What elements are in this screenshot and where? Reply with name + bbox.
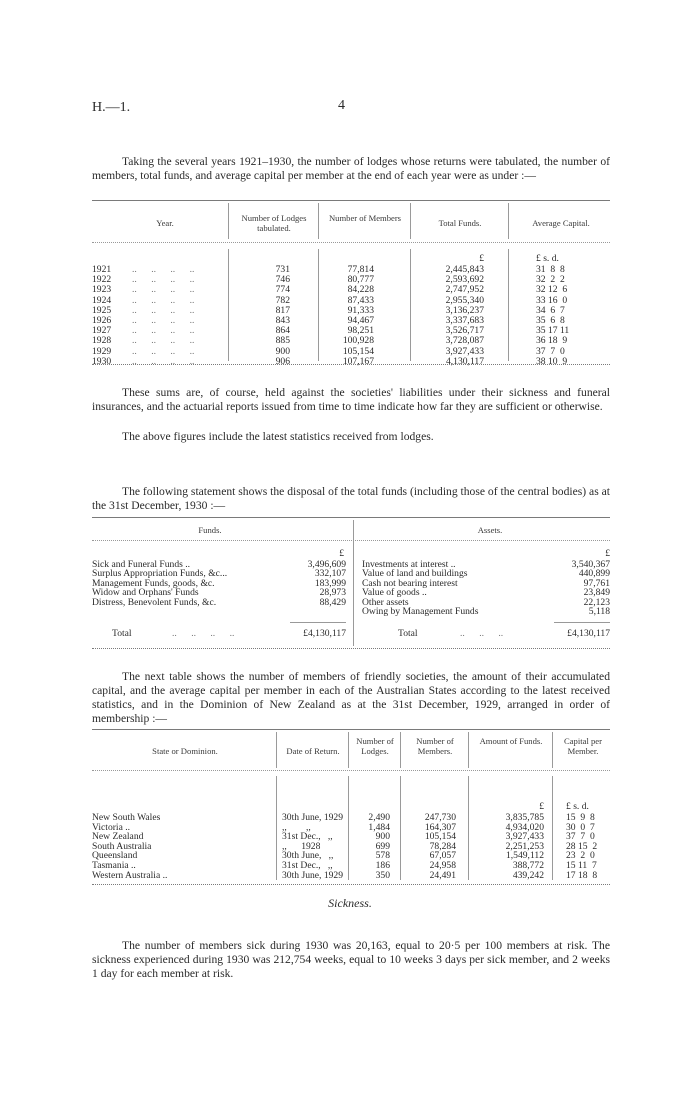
members-cell: 78,284	[429, 840, 456, 852]
funds-cell: 388,772	[512, 860, 544, 871]
assets-unit: £	[605, 548, 610, 559]
members-cell: 107,167	[342, 355, 374, 367]
funds-unit: £	[479, 253, 484, 264]
column-divider	[348, 732, 349, 768]
table-rule	[92, 364, 610, 365]
funds-cell: 2,593,692	[445, 274, 484, 286]
capital-cell: 15 11 7	[566, 860, 597, 871]
units-row	[0, 801, 700, 812]
lodges-cell: 699	[375, 840, 390, 852]
column-divider	[468, 732, 469, 768]
col-header-state: State or Dominion.	[152, 746, 218, 756]
lodges-cell: 843	[275, 315, 290, 326]
year-cell: 1926	[92, 315, 112, 326]
lodges-cell: 2,490	[368, 812, 390, 823]
report-reference: H.—1.	[92, 100, 131, 115]
members-cell: 24,491	[429, 869, 456, 881]
members-cell: 164,307	[424, 821, 456, 833]
funds-total: £4,130,117	[303, 628, 346, 639]
table-rule	[92, 648, 610, 649]
totals-row	[0, 628, 700, 639]
column-divider	[508, 203, 509, 239]
leader-dots: .. .. .. ..	[132, 284, 195, 296]
year-cell: 1925	[92, 304, 112, 316]
asset-label: Other assets	[362, 596, 409, 608]
asset-value: 5,118	[588, 606, 610, 617]
lodges-cell: 1,484	[368, 821, 390, 833]
capital-cell: 15 9 8	[566, 812, 595, 823]
average-cell: 33 16 0	[536, 294, 568, 306]
lodges-cell: 900	[375, 831, 390, 843]
sickness-paragraph: The number of members sick during 1930 was 20,163, equal to 20·5 per 100 members at risk. The sickness experienced during 1930 was 212,754 weeks, equal to 10 weeks 3 days per sick member, and 2 weeks 1 day for each member at risk.	[92, 939, 610, 980]
funds-cell: 3,526,717	[445, 325, 484, 337]
asset-label: Cash not bearing interest	[362, 577, 458, 589]
date-cell: 30th June, ,,	[282, 850, 334, 862]
funds-cell: 1,549,112	[505, 850, 544, 862]
fund-label: Sick and Funeral Funds ..	[92, 559, 191, 570]
members-cell: 98,251	[347, 325, 374, 337]
date-cell: 30th June, 1929	[282, 812, 344, 823]
col-header-assets: Assets.	[477, 525, 503, 535]
average-cell: 38 10 9	[536, 355, 568, 367]
funds-cell: 2,955,340	[445, 294, 484, 306]
table-rule	[92, 729, 610, 730]
average-cell: 32 2 2	[536, 274, 565, 286]
assets-total-label: Total	[398, 628, 418, 639]
year-cell: 1922	[92, 274, 112, 286]
asset-row	[0, 606, 700, 617]
disposal-paragraph: The following statement shows the disposal of the total funds (including those of the central bodies) as at the 31st December, 1930 :—	[92, 485, 610, 512]
capital-cell: 30 0 7	[566, 821, 595, 833]
column-divider	[552, 732, 553, 768]
states-paragraph: The next table shows the number of members of friendly societies, the amount of their accumulated capital, and the average capital per member in each of the Australian States according to the latest received statistics, and in the Dominion of New Zealand as at the 31st December, 1929, arranged in order of membership :—	[92, 670, 610, 725]
year-cell: 1928	[92, 335, 112, 347]
table-rule	[92, 200, 610, 201]
average-cell: 32 12 6	[536, 284, 568, 296]
leader-dots: .. .. .. ..	[132, 304, 195, 316]
funds-cell: 3,927,433	[505, 831, 544, 843]
funds-unit: £	[339, 548, 344, 559]
liabilities-paragraph: These sums are, of course, held against the societies' liabilities under their sickness and funeral insurances, and the actuarial reports issued from time to time indicate how far they are sufficient or otherwise.	[92, 386, 610, 413]
lodges-cell: 885	[275, 335, 290, 347]
year-cell: 1929	[92, 345, 112, 357]
leader-dots: .. .. .. ..	[132, 345, 195, 357]
average-cell: 31 8 8	[536, 264, 565, 275]
lodges-cell: 864	[275, 325, 290, 337]
year-cell: 1930	[92, 355, 112, 367]
state-cell: New South Wales	[92, 812, 161, 823]
members-cell: 91,333	[347, 304, 374, 316]
funds-cell: 4,934,020	[505, 821, 544, 833]
table-rule	[92, 884, 610, 885]
year-cell: 1921	[92, 264, 112, 275]
sum-rule	[554, 622, 610, 623]
average-cell: 35 6 8	[536, 315, 565, 326]
average-cell: 37 7 0	[536, 345, 565, 357]
lodges-cell: 746	[275, 274, 290, 286]
section-heading-sickness: Sickness.	[328, 896, 372, 910]
state-cell: South Australia	[92, 840, 152, 852]
capital-cell: 28 15 2	[566, 840, 598, 852]
fund-value: 183,999	[314, 577, 346, 589]
funds-cell: 4,130,117	[445, 355, 484, 367]
capital-cell: 17 18 8	[566, 869, 598, 881]
asset-label: Owing by Management Funds	[362, 606, 479, 617]
column-divider	[400, 732, 401, 768]
fund-value: 88,429	[319, 596, 346, 608]
asset-label: Value of goods ..	[362, 587, 427, 599]
page-number: 4	[338, 98, 345, 113]
intro-paragraph: Taking the several years 1921–1930, the number of lodges whose returns were tabulated, the number of members, total funds, and average capital per member at the end of each year were as under :—	[92, 155, 610, 182]
sum-rule	[290, 622, 346, 623]
leader-dots: .. .. .. ..	[132, 325, 195, 337]
assets-total: £4,130,117	[567, 628, 610, 639]
table-rule	[92, 517, 610, 518]
members-cell: 84,228	[347, 284, 374, 296]
fund-label: Distress, Benevolent Funds, &c.	[92, 596, 217, 608]
fund-label: Management Funds, goods, &c.	[92, 577, 215, 589]
capital-unit: £ s. d.	[566, 801, 589, 812]
leader-dots: .. .. ..	[460, 628, 504, 639]
state-cell: Victoria ..	[92, 821, 131, 833]
leader-dots: .. .. .. ..	[132, 315, 195, 326]
average-cell: 36 18 9	[536, 335, 568, 347]
capital-cell: 37 7 0	[566, 831, 595, 843]
asset-value: 97,761	[583, 577, 610, 589]
lodges-cell: 900	[275, 345, 290, 357]
funds-unit: £	[539, 801, 544, 812]
year-cell: 1923	[92, 284, 112, 296]
year-cell: 1927	[92, 325, 112, 337]
members-cell: 77,814	[347, 264, 374, 275]
state-cell: Queensland	[92, 850, 138, 862]
lodges-cell: 578	[375, 850, 390, 862]
fund-value: 332,107	[314, 568, 346, 580]
leader-dots: .. .. .. ..	[172, 628, 235, 639]
leader-dots: .. .. .. ..	[132, 294, 195, 306]
asset-label: Investments at interest ..	[362, 559, 456, 570]
date-cell: 31st Dec., ,,	[282, 860, 333, 871]
funds-cell: 439,242	[512, 869, 544, 881]
fund-value: 28,973	[319, 587, 346, 599]
fund-value: 3,496,609	[307, 559, 346, 570]
lodges-cell: 782	[275, 294, 290, 306]
col-header-capital: Capital per Member.	[564, 736, 602, 756]
table-row	[0, 870, 700, 881]
members-cell: 105,154	[424, 831, 456, 843]
col-header-lodges: Number of Lodges.	[356, 736, 394, 756]
date-cell: 31st Dec., ,,	[282, 831, 333, 843]
table-rule	[92, 242, 610, 243]
leader-dots: .. .. .. ..	[132, 274, 195, 286]
col-header-funds: Total Funds.	[438, 218, 482, 228]
col-header-lodges: Number of Lodges tabulated.	[241, 213, 307, 233]
column-divider	[410, 203, 411, 239]
members-cell: 247,730	[424, 812, 456, 823]
leader-dots: .. .. .. ..	[132, 355, 195, 367]
lodges-cell: 731	[275, 264, 290, 275]
funds-cell: 2,747,952	[445, 284, 484, 296]
lodges-cell: 774	[275, 284, 290, 296]
lodges-cell: 817	[275, 304, 290, 316]
funds-cell: 3,136,237	[445, 304, 484, 316]
units-row	[0, 253, 700, 264]
asset-value: 22,123	[583, 596, 610, 608]
column-divider	[228, 203, 229, 239]
asset-value: 23,849	[583, 587, 610, 599]
statistics-note: The above figures include the latest statistics received from lodges.	[122, 430, 434, 443]
leader-dots: .. .. .. ..	[132, 264, 195, 275]
funds-cell: 3,728,087	[445, 335, 484, 347]
members-cell: 105,154	[342, 345, 374, 357]
col-header-average: Average Capital.	[532, 218, 590, 228]
table-rule	[92, 770, 610, 771]
avg-unit: £ s. d.	[536, 253, 559, 264]
members-cell: 87,433	[347, 294, 374, 306]
fund-label: Surplus Appropriation Funds, &c...	[92, 568, 228, 580]
members-cell: 94,467	[347, 315, 374, 326]
funds-cell: 3,927,433	[445, 345, 484, 357]
members-cell: 24,958	[429, 860, 456, 871]
asset-value: 3,540,367	[571, 559, 610, 570]
col-header-date: Date of Return.	[286, 746, 340, 756]
funds-cell: 2,251,253	[505, 840, 544, 852]
members-cell: 67,057	[429, 850, 456, 862]
table-row	[0, 356, 700, 367]
units-row	[0, 548, 700, 559]
col-header-funds: Funds.	[198, 525, 222, 535]
funds-cell: 2,445,843	[445, 264, 484, 275]
funds-total-label: Total	[112, 628, 132, 639]
col-header-funds: Amount of Funds.	[479, 736, 543, 746]
col-header-members: Number of Members	[328, 213, 402, 223]
members-cell: 80,777	[347, 274, 374, 286]
members-cell: 100,928	[342, 335, 374, 347]
capital-cell: 23 2 0	[566, 850, 595, 862]
fund-label: Widow and Orphans' Funds	[92, 587, 199, 599]
col-header-members: Number of Members.	[416, 736, 454, 756]
column-divider	[318, 203, 319, 239]
asset-label: Value of land and buildings	[362, 568, 468, 580]
lodges-cell: 906	[275, 355, 290, 367]
average-cell: 35 17 11	[536, 325, 570, 337]
column-divider	[276, 732, 277, 768]
state-cell: New Zealand	[92, 831, 144, 843]
lodges-cell: 186	[375, 860, 390, 871]
date-cell: ,, ,,	[282, 821, 311, 833]
leader-dots: .. .. .. ..	[132, 335, 195, 347]
date-cell: ,, 1928	[282, 840, 321, 852]
year-cell: 1924	[92, 294, 112, 306]
date-cell: 30th June, 1929	[282, 869, 344, 881]
funds-cell: 3,337,683	[445, 315, 484, 326]
state-cell: Western Australia ..	[92, 869, 168, 881]
state-cell: Tasmania ..	[92, 860, 136, 871]
table-rule	[92, 540, 610, 541]
lodges-cell: 350	[375, 869, 390, 881]
col-header-year: Year.	[156, 218, 174, 228]
funds-cell: 3,835,785	[505, 812, 544, 823]
average-cell: 34 6 7	[536, 304, 565, 316]
asset-value: 440,899	[578, 568, 610, 580]
